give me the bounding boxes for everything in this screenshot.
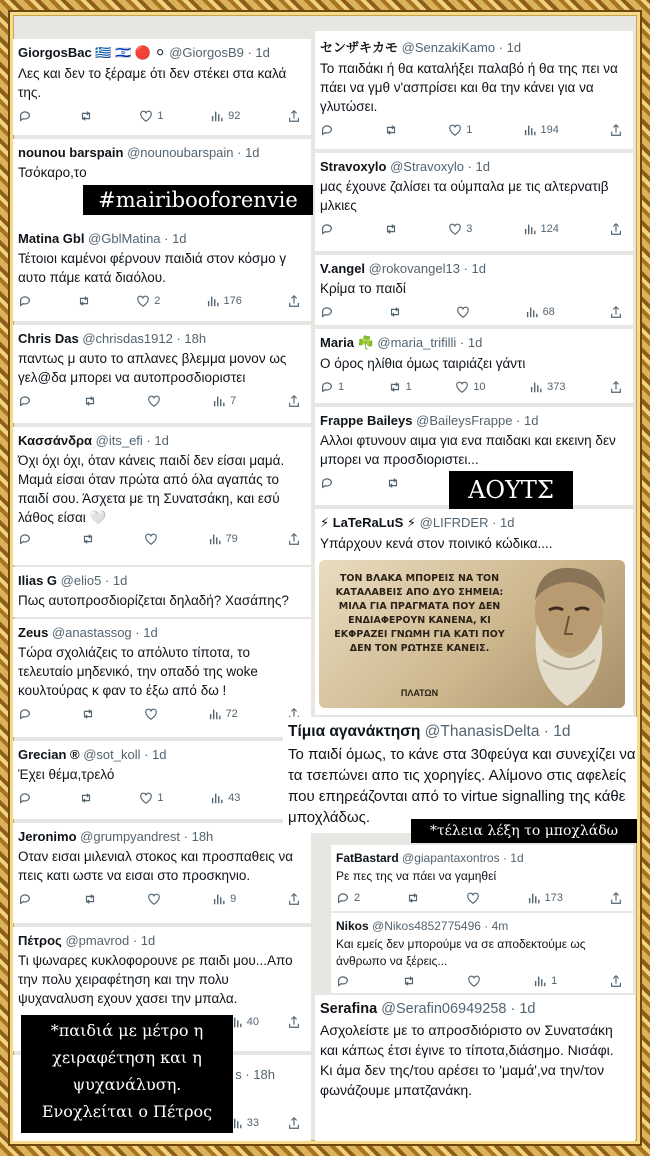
retweet-button[interactable]	[384, 123, 398, 137]
tweet-text: Τι ψωναρες κυκλοφορουνε ρε παιδι μου...Απο την πολυ χειραφέτηση και την πολυ ψυχαναλυση εχουν χασει την μπαλα.	[18, 953, 293, 1006]
author-handle: @ThanasisDelta · 1d	[424, 723, 571, 740]
view-count: 176	[223, 295, 242, 307]
views-button[interactable]	[208, 532, 238, 546]
author-name: Zeus	[18, 625, 49, 640]
reply-button[interactable]	[18, 294, 32, 308]
author-name: Jeronimo	[18, 829, 77, 844]
tweet-text: μας έχουνε ζαλίσει τα ούμπαλα με τις αλτερνατιβ μλκιες	[320, 179, 609, 213]
tweet-text: Αλλοι φτυνουν αιμα για ενα παιδακι και εκεινη δεν μπορει να προσδιοριστει...	[320, 433, 616, 467]
share-icon	[609, 222, 623, 236]
author-handle: @elio5 · 1d	[60, 573, 128, 588]
tweet-matina[interactable]	[13, 225, 311, 321]
retweet-icon	[386, 476, 400, 490]
reply-icon	[320, 222, 334, 236]
views-button[interactable]	[229, 1015, 259, 1029]
tweet-senzakikamo[interactable]	[315, 31, 633, 149]
views-button[interactable]	[212, 892, 236, 906]
views-icon	[533, 974, 547, 988]
reply-icon	[18, 294, 32, 308]
retweet-icon	[81, 707, 95, 721]
share-button[interactable]	[287, 394, 301, 408]
views-button[interactable]	[523, 123, 559, 137]
views-icon	[212, 892, 226, 906]
views-icon	[525, 305, 539, 319]
like-count: 3	[466, 223, 473, 235]
author-handle: s · 18h	[235, 1067, 275, 1082]
share-button[interactable]	[609, 380, 623, 394]
reply-button[interactable]	[336, 974, 350, 988]
reply-count: 2	[354, 892, 361, 904]
plato-quote-image[interactable]	[319, 560, 625, 708]
retweet-icon	[384, 123, 398, 137]
heart-icon	[467, 974, 481, 988]
share-button[interactable]	[609, 222, 623, 236]
like-button[interactable]	[456, 305, 470, 319]
like-button[interactable]	[467, 974, 481, 988]
tweet-maria[interactable]	[315, 329, 633, 403]
share-icon	[287, 294, 301, 308]
author-name: V.angel	[320, 261, 366, 276]
author-handle: @anastassog · 1d	[51, 625, 158, 640]
tweet-text: παντως μ αυτο το απλανες βλεμμα μονον ως γελ@δα μπορει να αυτοπροσδιοριστει	[18, 351, 287, 385]
view-count: 194	[540, 124, 559, 136]
heart-icon	[455, 380, 469, 394]
tweet-text: Οταν εισαι μιλενιαλ στοκος και προσπαθεις να πεις κατι ωστε να εισαι στο προσκηνιο.	[18, 849, 294, 883]
quote-text: ΤΟΝ ΒΛΑΚΑ ΜΠΟΡΕΙΣ ΝΑ ΤΟΝ ΚΑΤΑΛΑΒΕΙΣ ΑΠΟ ΔΥΟ ΣΗΜΕΙΑ: ΜΙΛΑ ΓΙΑ ΠΡΑΓΜΑΤΑ ΠΟΥ ΔΕΝ ΕΝΔΙΑΦΕΡΟΥΝ ΚΑΝΕΝΑ, ΚΙ ΕΚΦΡΑΖΕΙ ΓΝΩΜΗ ΓΙΑ ΚΑΤΙ ΠΟΥ ΔΕΝ ΤΟΝ ΡΩΤΗΣΕ ΚΑΝΕΙΣ.	[334, 573, 505, 654]
like-button[interactable]	[144, 532, 158, 546]
views-icon	[523, 123, 537, 137]
quote-author: ΠΛΑΤΩΝ	[400, 688, 439, 698]
tweet-giorgosbac[interactable]	[13, 39, 311, 135]
like-button[interactable]	[144, 707, 158, 721]
share-button[interactable]	[609, 974, 623, 988]
view-count: 373	[547, 381, 566, 393]
share-button[interactable]	[609, 123, 623, 137]
reply-icon	[18, 532, 32, 546]
retweet-icon	[406, 891, 420, 905]
tweet-text: Κρίμα το παιδί	[320, 281, 406, 296]
author-name: Πέτρος	[18, 933, 62, 948]
view-count: 1	[551, 975, 558, 987]
share-button[interactable]	[287, 532, 301, 546]
retweet-button[interactable]	[81, 532, 95, 546]
view-count: 72	[225, 708, 238, 720]
like-button[interactable]	[147, 394, 161, 408]
author-handle: @GiorgosB9 · 1d	[169, 45, 270, 60]
like-button[interactable]	[147, 892, 161, 906]
tweet-grecian[interactable]	[13, 741, 311, 819]
author-handle: @Serafin06949258 · 1d	[381, 1001, 536, 1017]
views-icon	[523, 222, 537, 236]
retweet-icon	[83, 892, 97, 906]
retweet-icon	[384, 222, 398, 236]
like-button[interactable]	[139, 109, 163, 123]
retweet-button[interactable]	[406, 891, 420, 905]
like-count: 1	[157, 792, 164, 804]
author-name: センザキカモ	[320, 40, 399, 55]
tweet-text: Υπάρχουν κενά στον ποινικό κώδικα....	[320, 536, 553, 551]
reply-button[interactable]	[320, 305, 334, 319]
views-icon	[208, 532, 222, 546]
views-icon	[212, 394, 226, 408]
aouts-caption: ΑΟΥΤΣ	[449, 471, 573, 509]
retweet-icon	[388, 305, 402, 319]
author-handle: @pmavrod · 1d	[65, 933, 156, 948]
author-name: ⚡ LaTeRaLuS ⚡	[320, 515, 417, 530]
retweet-icon	[402, 974, 416, 988]
tweet-vangel[interactable]	[315, 255, 633, 325]
view-count: 79	[225, 533, 238, 545]
retweet-button[interactable]	[388, 380, 412, 394]
author-handle: @giapantaxontros · 1d	[402, 851, 524, 865]
author-name: Matina Gbl	[18, 231, 85, 246]
share-button[interactable]	[287, 1015, 301, 1029]
share-icon	[287, 109, 301, 123]
view-count: 9	[230, 893, 237, 905]
share-button[interactable]	[287, 294, 301, 308]
tweet-text: Τέτοιοι καμένοι φέρνουν παιδιά στον κόσμο γ αυτο πάμε κατά διαόλου.	[18, 251, 287, 285]
heart-icon	[139, 109, 153, 123]
retweet-button[interactable]	[79, 791, 93, 805]
share-button[interactable]	[609, 305, 623, 319]
reply-button[interactable]	[18, 791, 32, 805]
share-button[interactable]	[287, 892, 301, 906]
share-icon	[609, 123, 623, 137]
view-count: 173	[544, 892, 563, 904]
share-icon	[609, 891, 623, 905]
share-button[interactable]	[287, 1116, 301, 1130]
author-handle: @its_efi · 1d	[95, 433, 169, 448]
author-name: Maria ☘️	[320, 335, 374, 350]
author-name: Grecian ®	[18, 747, 80, 762]
petros-caption: *παιδιά με μέτρο η χειραφέτηση και η ψυχανάλυση. Ενοχλείται ο Πέτρος	[21, 1015, 233, 1133]
tweet-chrisdas[interactable]	[13, 325, 311, 423]
reply-icon	[18, 707, 32, 721]
like-count: 10	[473, 381, 486, 393]
author-name: Κασσάνδρα	[18, 433, 93, 448]
tweet-text: Πως αυτοπροσδιορίζεται δηλαδή? Χασάπης?	[18, 593, 289, 608]
views-button[interactable]	[206, 294, 242, 308]
heart-icon	[136, 294, 150, 308]
tweet-text: Ρε πες της να πάει να γαμηθεί	[336, 869, 497, 883]
reply-button[interactable]	[320, 476, 334, 490]
like-button[interactable]	[448, 123, 472, 137]
retweet-button[interactable]	[386, 476, 400, 490]
reply-button[interactable]	[320, 123, 334, 137]
reply-icon	[336, 891, 350, 905]
share-button[interactable]	[287, 109, 301, 123]
reply-icon	[320, 380, 334, 394]
retweet-icon	[77, 294, 91, 308]
retweet-button[interactable]	[388, 305, 402, 319]
retweet-count: 1	[405, 381, 412, 393]
tweet-text: Τσόκαρο,το	[18, 165, 87, 180]
author-name: Frappe Baileys	[320, 413, 413, 428]
tweet-text: Όχι όχι όχι, όταν κάνεις παιδί δεν είσαι μαμά. Μαμά είσαι όταν πρώτα από όλα αγαπάς το παιδί σου. Άσχετα με τη Συνατσάκη, και εσύ λάθος είσαι 🤍	[18, 453, 285, 525]
reply-button[interactable]	[336, 891, 360, 905]
tweet-text: Το παιδί όμως, το κάνε στα 30φεύγα και συνεχίζει να τα τσεπώνει απο τις χορηγίες. Αλίμονο στις αφελείς που επηρεάζονται από το virtue signalling της κάθε μποχλάδως.	[288, 746, 636, 826]
author-handle: @SenzakiKamo · 1d	[401, 40, 522, 55]
retweet-button[interactable]	[79, 109, 93, 123]
views-button[interactable]	[527, 891, 563, 905]
views-icon	[210, 109, 224, 123]
reply-icon	[18, 892, 32, 906]
reply-button[interactable]	[18, 532, 32, 546]
tweet-text: Το παιδάκι ή θα καταλήξει παλαβό ή θα της πει να πάει να γμθ ν'ασπρίσει και θα την κάνει για να γλυτώσει.	[320, 61, 618, 114]
views-icon	[206, 294, 220, 308]
heart-icon	[139, 791, 153, 805]
view-count: 43	[228, 792, 241, 804]
views-button[interactable]	[212, 394, 236, 408]
tweet-fatbastard[interactable]	[331, 845, 633, 911]
author-name: Serafina	[320, 1001, 378, 1017]
like-button[interactable]	[466, 891, 480, 905]
reply-icon	[320, 305, 334, 319]
views-icon	[210, 791, 224, 805]
retweet-icon	[388, 380, 402, 394]
heart-icon	[147, 394, 161, 408]
like-button[interactable]	[455, 380, 485, 394]
hashtag-caption: #mairibooforenvie	[83, 185, 313, 215]
retweet-button[interactable]	[81, 707, 95, 721]
heart-icon	[144, 532, 158, 546]
reply-icon	[320, 476, 334, 490]
heart-icon	[456, 305, 470, 319]
author-handle: @grumpyandrest · 18h	[80, 829, 214, 844]
share-button[interactable]	[609, 891, 623, 905]
author-handle: @BaileysFrappe · 1d	[416, 413, 539, 428]
author-handle: @LIFRDER · 1d	[419, 515, 515, 530]
share-icon	[609, 305, 623, 319]
author-name: FatBastard	[336, 851, 399, 865]
tweet-text: Ο όρος ηλίθια όμως ταιριάζει γάντι	[320, 356, 526, 371]
reply-button[interactable]	[18, 707, 32, 721]
story-canvas	[10, 12, 640, 1144]
tweet-serafina[interactable]	[315, 995, 635, 1144]
share-icon	[287, 892, 301, 906]
retweet-button[interactable]	[83, 892, 97, 906]
views-icon	[208, 707, 222, 721]
author-handle: @sot_koll · 1d	[83, 747, 167, 762]
share-icon	[287, 1116, 301, 1130]
tweet-jeronimo[interactable]	[13, 823, 311, 923]
tweet-text: Τώρα σχολιάζεις το απόλυτο τίποτα, το τελευταίο μηδενικό, την οπαδό της woke κουλτούρας κ φαν το έξω από δω !	[18, 645, 258, 698]
reply-icon	[336, 974, 350, 988]
views-button[interactable]	[229, 1116, 259, 1130]
reply-icon	[18, 109, 32, 123]
heart-icon	[448, 222, 462, 236]
reply-icon	[320, 123, 334, 137]
tweet-kassandra[interactable]	[13, 427, 311, 565]
philosopher-portrait	[509, 560, 625, 708]
retweet-icon	[79, 791, 93, 805]
share-icon	[287, 1015, 301, 1029]
tweet-iliasg[interactable]	[13, 567, 311, 617]
mpoxlado-caption: *τέλεια λέξη το μποχλάδω	[411, 819, 637, 843]
reply-button[interactable]	[18, 109, 32, 123]
view-count: 7	[230, 395, 237, 407]
retweet-button[interactable]	[384, 222, 398, 236]
author-name: nounou barspain	[18, 145, 124, 160]
tweet-text: Λες και δεν το ξέραμε ότι δεν στέκει στα καλά της.	[18, 66, 287, 100]
views-button[interactable]	[523, 222, 559, 236]
views-button[interactable]	[210, 791, 240, 805]
reply-button[interactable]	[18, 394, 32, 408]
tweet-text: Έχει θέμα,τρελό	[18, 767, 115, 782]
author-handle: @rokovangel13 · 1d	[368, 261, 486, 276]
view-count: 92	[228, 110, 241, 122]
tweet-nikos[interactable]	[331, 913, 633, 993]
share-icon	[609, 974, 623, 988]
like-button[interactable]	[448, 222, 472, 236]
retweet-icon	[83, 394, 97, 408]
heart-icon	[466, 891, 480, 905]
share-icon	[287, 394, 301, 408]
reply-button[interactable]	[320, 222, 334, 236]
heart-icon	[448, 123, 462, 137]
author-handle: @chrisdas1912 · 18h	[82, 331, 207, 346]
like-count: 2	[154, 295, 161, 307]
like-count: 1	[466, 124, 473, 136]
author-name: GiorgosBac	[18, 45, 92, 60]
author-name: Ilias G	[18, 573, 58, 588]
reply-count: 1	[338, 381, 345, 393]
flags: 🇬🇷 🇮🇱 🔴 ⚪	[95, 45, 166, 60]
author-handle: @maria_trifilli · 1d	[377, 335, 483, 350]
author-name: Stravoxylo	[320, 159, 387, 174]
tweet-text: Ασχολείστε με το απροσδιόριστο ον Συνατσάκη και κάπως έτσι έγινε το τίποτα,διάσημο. Νισάφι. Κι άμα δεν της/του αρέσει το 'μαμά',να την/τον φωνάζουμε μπατζανάκη.	[320, 1022, 614, 1098]
like-button[interactable]	[136, 294, 160, 308]
retweet-button[interactable]	[402, 974, 416, 988]
retweet-button[interactable]	[77, 294, 91, 308]
views-icon	[529, 380, 543, 394]
heart-icon	[144, 707, 158, 721]
views-button[interactable]	[529, 380, 565, 394]
tweet-zeus[interactable]	[13, 619, 311, 737]
author-handle: @Nikos4852775496 · 4m	[372, 919, 509, 933]
reply-icon	[18, 791, 32, 805]
author-handle: @GblMatina · 1d	[88, 231, 187, 246]
tweet-text: Και εμείς δεν μπορούμε να σε αποδεκτούμε ως άνθρωπο να ξέρεις...	[336, 937, 586, 968]
views-button[interactable]	[210, 109, 240, 123]
retweet-icon	[79, 109, 93, 123]
reply-button[interactable]	[18, 892, 32, 906]
reply-button[interactable]	[320, 380, 344, 394]
author-name: Chris Das	[18, 331, 79, 346]
heart-icon	[147, 892, 161, 906]
views-button[interactable]	[525, 305, 555, 319]
author-handle: @Stravoxylo · 1d	[390, 159, 491, 174]
author-name: Nikos	[336, 919, 369, 933]
view-count: 68	[542, 306, 555, 318]
author-handle: @nounoubarspain · 1d	[127, 145, 260, 160]
like-button[interactable]	[139, 791, 163, 805]
tweet-timia-aganaktisi[interactable]	[283, 717, 640, 833]
views-button[interactable]	[533, 974, 557, 988]
views-button[interactable]	[208, 707, 238, 721]
tweet-stravoxylo[interactable]	[315, 153, 633, 251]
reply-icon	[18, 394, 32, 408]
share-icon	[609, 380, 623, 394]
like-count: 1	[157, 110, 164, 122]
view-count: 33	[246, 1117, 259, 1129]
retweet-button[interactable]	[83, 394, 97, 408]
view-count: 124	[540, 223, 559, 235]
retweet-icon	[81, 532, 95, 546]
view-count: 40	[246, 1016, 259, 1028]
author-name: Τίμια αγανάκτηση	[288, 723, 421, 740]
share-icon	[287, 532, 301, 546]
views-icon	[527, 891, 541, 905]
